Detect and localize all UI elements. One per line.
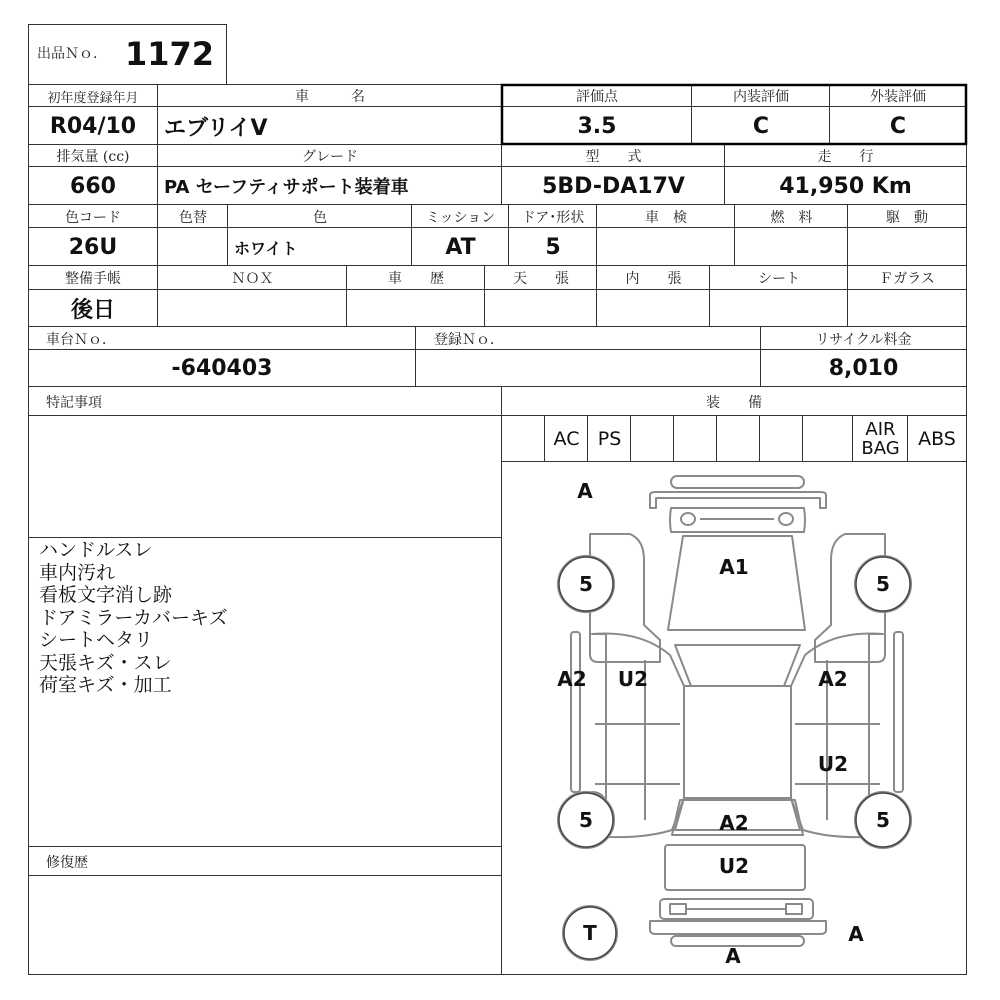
color-value: ホワイト: [234, 238, 298, 258]
headliner-label: 内 張: [625, 271, 682, 287]
fuel-label: 燃 料: [770, 209, 813, 226]
drive-label: 駆 動: [886, 209, 928, 226]
color-code-label: 色コード: [65, 209, 121, 226]
door-value: 5: [545, 234, 561, 260]
mark-rear-bumper: A: [725, 944, 741, 968]
fglass-label: Ｆガラス: [879, 271, 935, 287]
displacement-value: 660: [70, 173, 116, 199]
fuel-value: [735, 228, 848, 266]
car-name-value: エブリイV: [164, 115, 268, 141]
equip-cell-7: [760, 416, 803, 462]
mark-wheel-rr: 5: [876, 808, 890, 832]
exterior-label: 外装評価: [870, 89, 926, 105]
recycle-value: 8,010: [828, 356, 899, 381]
mark-rear-corner: A: [848, 922, 864, 946]
inspection-value: [597, 228, 735, 266]
equip-cell-1: [502, 416, 545, 462]
mark-right-side: A2: [818, 667, 848, 691]
equip-cell-6: [717, 416, 760, 462]
maintenance-value: 後日: [70, 298, 115, 323]
color-change-value: [158, 228, 228, 266]
notes-label: 特記事項: [46, 394, 102, 411]
equip-airbag: AIR BAG: [861, 419, 900, 459]
color-code-value: 26U: [68, 234, 118, 260]
mark-hood: A1: [719, 555, 749, 579]
lot-number: 1172: [125, 35, 215, 73]
recycle-label: リサイクル料金: [815, 331, 912, 348]
registration-label: 登録Ｎｏ．: [434, 331, 504, 348]
history-label: 車 歴: [388, 271, 444, 287]
notes-text: ハンドルスレ 車内汚れ 看板文字消し跡 ドアミラーカバーキズ シートヘタリ 天張キズ・スレ 荷室キズ・加工: [39, 539, 228, 696]
transmission-label: ミッション: [425, 209, 496, 226]
first-reg-value: R04/10: [49, 113, 137, 139]
mark-wheel-fl: 5: [579, 572, 593, 596]
car-diagram: [502, 462, 966, 974]
equip-abs: ABS: [918, 428, 956, 450]
mark-spare-tire: T: [583, 921, 597, 945]
color-change-label: 色替: [179, 209, 207, 226]
repair-label: 修復歴: [46, 854, 88, 871]
model-label: 型 式: [585, 149, 642, 165]
equip-ps: PS: [597, 428, 622, 450]
mark-rear-panel: A2: [719, 811, 749, 835]
seat-label: シート: [758, 271, 800, 287]
color-label: 色: [313, 209, 327, 226]
maintenance-label: 整備手帳: [65, 271, 121, 287]
mark-right-rear-door: U2: [817, 752, 849, 776]
inspection-label: 車 検: [645, 209, 687, 226]
score-value: 3.5: [577, 113, 617, 139]
exterior-value: C: [889, 113, 907, 139]
interior-value: C: [752, 113, 770, 139]
transmission-value: AT: [445, 234, 476, 260]
model-value: 5BD-DA17V: [542, 173, 685, 199]
mark-left-side: A2: [557, 667, 587, 691]
registration-value: [416, 350, 761, 387]
drive-value: [848, 228, 966, 266]
mark-front-bumper: A: [577, 479, 593, 503]
equipment-label: 装 備: [706, 394, 762, 411]
displacement-label: 排気量 (cc): [56, 149, 130, 165]
grade-value: PA セーフティサポート装着車: [164, 177, 409, 198]
mark-back-door: U2: [718, 854, 750, 878]
grade-label: グレード: [302, 149, 358, 165]
mark-wheel-fr: 5: [876, 572, 890, 596]
first-reg-label: 初年度登録年月: [47, 90, 139, 106]
equip-cell-8: [803, 416, 853, 462]
score-label: 評価点: [576, 89, 618, 105]
equip-cell-5: [674, 416, 717, 462]
interior-label: 内装評価: [733, 89, 789, 105]
mark-left-front-door: U2: [617, 667, 649, 691]
mileage-value: 41,950 Km: [779, 173, 912, 199]
sunroof-label: 天 張: [513, 271, 569, 287]
lot-label: 出品Ｎｏ．: [37, 46, 107, 62]
equip-ac: AC: [553, 428, 580, 450]
car-name-label: 車 名: [295, 89, 365, 105]
chassis-value: -640403: [171, 356, 273, 381]
door-label: ドア･形状: [521, 209, 585, 226]
equip-cell-4: [631, 416, 674, 462]
mileage-label: 走 行: [817, 149, 874, 165]
nox-label: ＮＯＸ: [231, 271, 274, 287]
mark-wheel-rl: 5: [579, 808, 593, 832]
chassis-label: 車台Ｎｏ．: [46, 331, 116, 348]
